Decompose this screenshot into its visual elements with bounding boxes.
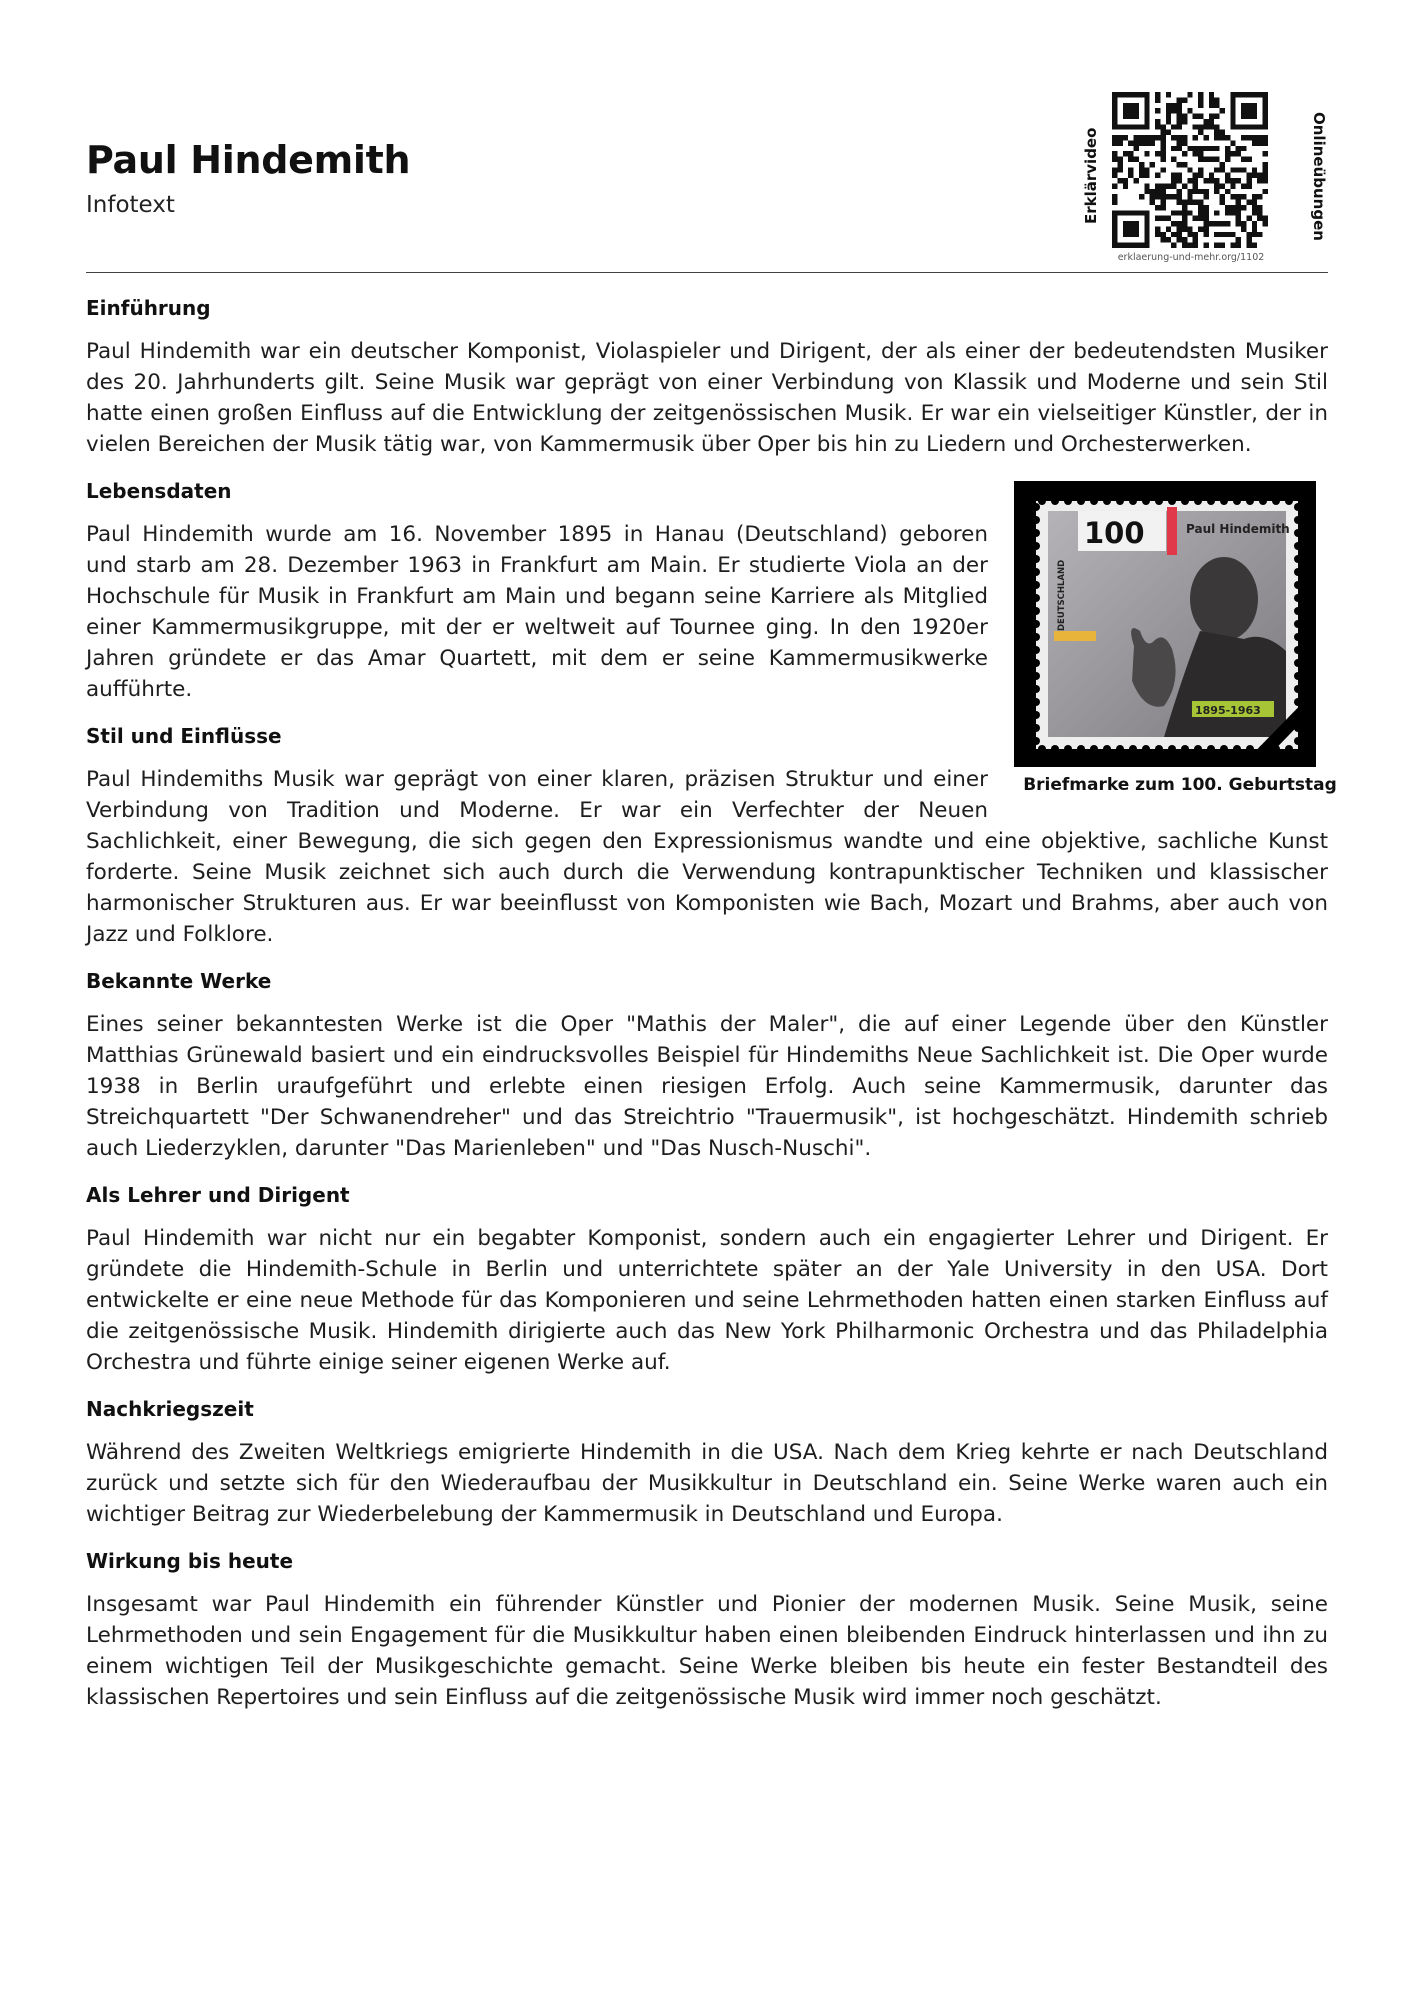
main-content [86, 296, 1337, 1732]
page-subtitle: Infotext [86, 192, 175, 218]
section-lehrer [86, 1183, 1328, 1378]
qr-label-video: Erklärvideo [1082, 127, 1100, 225]
section-heading: Wirkung bis heute [86, 1549, 294, 1573]
stamp-figure [1014, 481, 1346, 795]
qr-block [1082, 92, 1328, 268]
svg-text:100: 100 [1084, 516, 1145, 550]
stamp-caption: Briefmarke zum 100. Geburtstag [1023, 775, 1337, 795]
qr-url[interactable]: erklaerung-und-mehr.org/1102 [1117, 252, 1265, 263]
section-heading: Nachkriegszeit [86, 1397, 254, 1421]
qr-label-exercises: Onlineübungen [1310, 111, 1328, 241]
section-text: Während des Zweiten Weltkriegs emigrierte Hindemith in die USA. Nach dem Krieg kehrte er nach Deutschland zurück und setzte sich für den Wiederaufbau der Musikkultur in Deutschland ein. Seine Werke waren auch ein wichtiger Beitrag zur Wiederbelebung der Kammermusik in Deutschland und Europa. [86, 1440, 1328, 1527]
section-werke [86, 969, 1328, 1164]
document-page [86, 0, 1337, 2000]
section-heading: Als Lehrer und Dirigent [86, 1183, 350, 1207]
svg-text:Paul Hindemith: Paul Hindemith [1186, 522, 1290, 536]
section-nachkrieg [86, 1397, 1328, 1530]
section-text: Paul Hindemith war ein deutscher Komponist, Violaspieler und Dirigent, der als einer der bedeutendsten Musiker des 20. Jahrhunderts gilt. Seine Musik war geprägt von einer Verbindung von Klassik und Moderne und sein Stil hatte einen großen Einfluss auf die Entwicklung der zeitgenössischen Musik. Er war ein vielseitiger Künstler, der in vielen Bereichen der Musik tätig war, von Kammermusik über Oper bis hin zu Liedern und Orchesterwerken. [86, 339, 1328, 457]
section-text: Paul Hindemith wurde am 16. November 1895 in Hanau (Deutschland) geboren und starb am 28. Dezember 1963 in Frankfurt am Main. Er studierte Viola an der Hochschule für Musik in Frankfurt am Main und begann seine Karriere als Mitglied einer Kammermusikgruppe, mit der er weltweit auf Tournee ging. In den 1920er Jahren gründete er das Amar Quartett, mit dem er seine Kammermusikwerke aufführte. [86, 522, 988, 702]
section-text: Insgesamt war Paul Hindemith ein führender Künstler und Pionier der modernen Musik. Seine Musik, seine Lehrmethoden und sein Engagement für die Musikkultur haben einen bleibenden Eindruck hinterlassen und ihn zu einem wichtigen Teil der Musikgeschichte gemacht. Seine Werke bleiben bis heute ein fester Bestandteil des klassischen Repertoires und sein Einfluss auf die zeitgenössische Musik wird immer noch geschätzt. [86, 1592, 1328, 1710]
qr-code-icon[interactable] [1112, 92, 1268, 248]
stamp-image [1014, 481, 1316, 767]
section-heading: Einführung [86, 296, 211, 320]
section-einfuehrung [86, 296, 1328, 460]
section-text: Paul Hindemith war nicht nur ein begabter Komponist, sondern auch ein engagierter Lehrer und Dirigent. Er gründete die Hindemith-Schule in Berlin und unterrichtete später an der Yale University in den USA. Dort entwickelte er eine neue Methode für das Komponieren und seine Lehrmethoden hatten einen starken Einfluss auf die zeitgenössische Musik. Hindemith dirigierte auch das New York Philharmonic Orchestra und das Philadelphia Orchestra und führte einige seiner eigenen Werke auf. [86, 1226, 1328, 1375]
page-title: Paul Hindemith [86, 138, 411, 182]
section-heading: Lebensdaten [86, 479, 232, 503]
section-heading: Stil und Einflüsse [86, 724, 282, 748]
stamp-frame [1014, 481, 1316, 767]
svg-text:1895-1963: 1895-1963 [1195, 704, 1261, 717]
header-divider [86, 272, 1328, 273]
section-heading: Bekannte Werke [86, 969, 272, 993]
section-wirkung [86, 1549, 1328, 1713]
section-text: Eines seiner bekanntesten Werke ist die Oper "Mathis der Maler", die auf einer Legende über den Künstler Matthias Grünewald basiert und ein eindrucksvolles Beispiel für Hindemiths Neue Sachlichkeit ist. Die Oper wurde 1938 in Berlin uraufgeführt und erlebte einen riesigen Erfolg. Auch seine Kammermusik, darunter das Streichquartett "Der Schwanendreher" und das Streichtrio "Trauermusik", ist hochgeschätzt. Hindemith schrieb auch Liederzyklen, darunter "Das Marienleben" und "Das Nusch-Nuschi". [86, 1012, 1328, 1161]
section-text: Paul Hindemiths Musik war geprägt von einer klaren, präzisen Struktur und einer Verbindung von Tradition und Moderne. Er war ein Verfechter der Neuen Sachlichkeit, einer Bewegung, die sich gegen den Expressionismus wandte und eine objektive, sachliche Kunst forderte. Seine Musik zeichnet sich auch durch die Verwendung kontrapunktischer Techniken und klassischer harmonischer Strukturen aus. Er war beeinflusst von Komponisten wie Bach, Mozart und Brahms, aber auch von Jazz und Folklore. [86, 767, 1328, 947]
svg-text:DEUTSCHLAND: DEUTSCHLAND [1057, 559, 1067, 631]
